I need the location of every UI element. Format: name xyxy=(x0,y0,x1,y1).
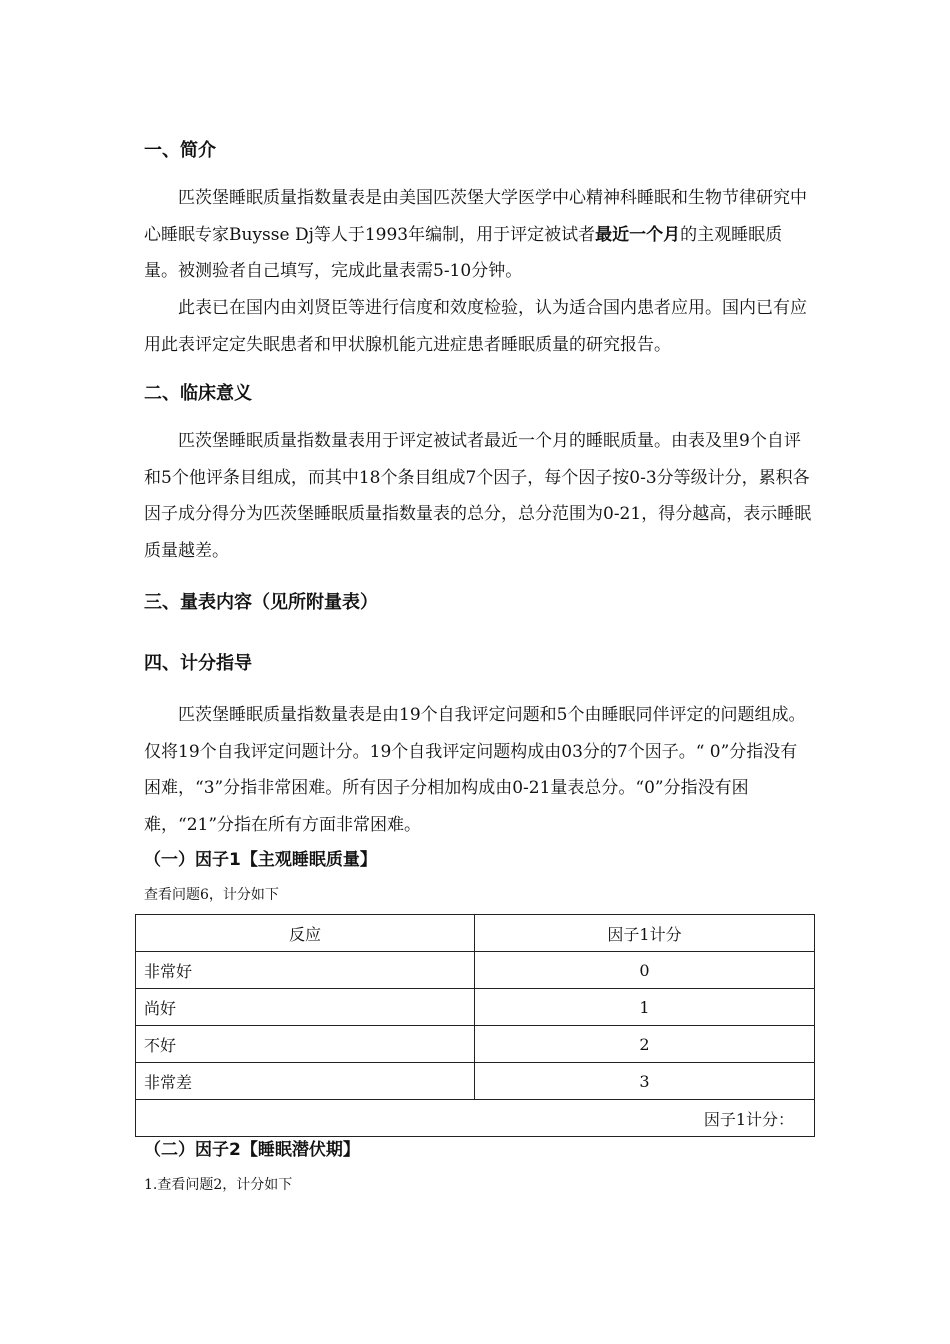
factor-1-title: （一）因子1【主观睡眠质量】 xyxy=(144,850,377,870)
header-score: 因子1计分 xyxy=(475,915,815,952)
section-1-title: 一、简介 xyxy=(144,140,216,161)
section-4-paragraph-1: 匹茨堡睡眠质量指数量表是由19个自我评定问题和5个由睡眠同伴评定的问题组成。仅将19个自我评定问题计分。19个自我评定问题构成由03分的7个因子。“ 0”分指没有困难，“3”分指非常困难。所有因子分相加构成由0-21量表总分。“0”分指没有困难，“21”分指在所有方面非常困难。 xyxy=(144,705,806,835)
paragraph-text: 匹茨堡睡眠质量指数量表是由美国匹茨堡大学医学中心精神科睡眠和生物节律研究中心睡眠专家Buysse Dj等人于1993年编制，用于评定被试者 xyxy=(144,188,807,245)
section-2-paragraph-1: 匹茨堡睡眠质量指数量表用于评定被试者最近一个月的睡眠质量。由表及里9个自评和5个他评条目组成，而其中18个条目组成7个因子，每个因子按0-3分等级计分，累积各因子成分得分为匹茨堡睡眠质量指数量表的总分，总分范围为0-21，得分越高，表示睡眠质量越差。 xyxy=(144,431,812,561)
table-total-row xyxy=(136,1100,815,1137)
paragraph-text: 的主观睡眠质量。被测验者自己填写，完成此量表需5-10分钟。 xyxy=(144,224,783,281)
factor-2-note: 1.查看问题2，计分如下 xyxy=(144,1177,293,1193)
score-cell: 3 xyxy=(475,1063,815,1100)
section-1-paragraph-2: 此表已在国内由刘贤臣等进行信度和效度检验，认为适合国内患者应用。国内已有应用此表评定定失眠患者和甲状腺机能亢进症患者睡眠质量的研究报告。 xyxy=(144,298,807,355)
table-row xyxy=(136,989,815,1026)
header-response: 反应 xyxy=(136,915,475,952)
factor-1-score-table xyxy=(135,914,815,1137)
table-header-row xyxy=(136,915,815,952)
section-1-paragraph-1 xyxy=(144,180,814,290)
total-label: 因子1计分： xyxy=(136,1100,815,1137)
response-cell: 尚好 xyxy=(136,989,475,1026)
section-4-title: 四、计分指导 xyxy=(144,653,252,674)
score-cell: 2 xyxy=(475,1026,815,1063)
score-cell: 1 xyxy=(475,989,815,1026)
score-cell: 0 xyxy=(475,952,815,989)
emphasis-text: 最近一个月 xyxy=(595,224,681,245)
factor-2-title: （二）因子2【睡眠潜伏期】 xyxy=(144,1140,360,1160)
factor-1-note: 查看问题6，计分如下 xyxy=(144,887,279,903)
table-row xyxy=(136,1063,815,1100)
response-cell: 非常差 xyxy=(136,1063,475,1100)
response-cell: 非常好 xyxy=(136,952,475,989)
section-2-title: 二、临床意义 xyxy=(144,383,252,404)
response-cell: 不好 xyxy=(136,1026,475,1063)
table-row xyxy=(136,952,815,989)
table-row xyxy=(136,1026,815,1063)
section-3-title: 三、量表内容（见所附量表） xyxy=(144,592,378,613)
